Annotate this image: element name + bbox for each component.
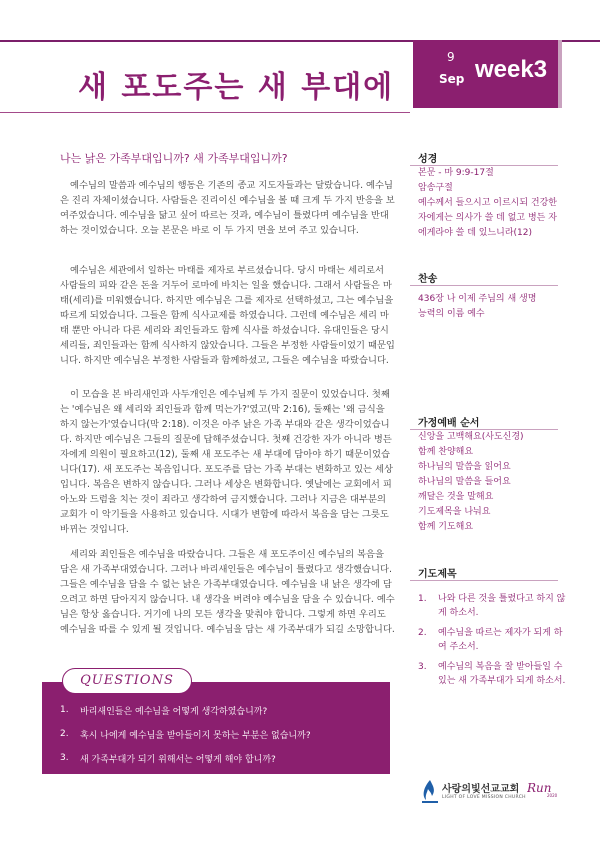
hymn-item: 436장 나 이제 주님의 새 생명 — [418, 294, 537, 304]
church-english-name: LIGHT OF LOVE MISSION CHURCH — [442, 795, 526, 800]
prayer-rule — [410, 580, 558, 581]
questions-list — [60, 698, 380, 770]
svg-text:2020: 2020 — [547, 793, 558, 798]
svg-text:Run: Run — [527, 781, 552, 795]
prayer-list — [418, 592, 566, 694]
question-item: 3. 새 가족부대가 되기 위해서는 어떻게 해야 합니까? — [60, 753, 276, 765]
run-logo-icon — [527, 780, 561, 798]
main-question: 나는 낡은 가족부대입니까? 새 가족부대입니까? — [60, 152, 288, 165]
prayer-item: 2. 예수님을 따르는 제자가 되게 하여 주소서. — [418, 628, 563, 652]
prayer-item: 3. 예수님의 복음을 잘 받아들일 수 있는 새 가족부대가 되게 하소서. — [418, 662, 566, 686]
scripture-section — [418, 166, 563, 241]
paragraph-4: 세리와 죄인들은 예수님을 따랐습니다. 그들은 새 포도주이신 예수님의 복음을 담은 새 가족부대였습니다. 그러나 바리새인들은 예수님이 틀렸다고 생각했습니다. 그들은 예수님을 담을 수 없는 낡은 가족부대였습니다. 예수님을 내 낡은 생각에 담으려고 하면 담아지지 않습니다. 내 생각을 버려야 예수님을 담을 수 있습니다. 예수님은 항상 옳습니다. 거기에 나의 모든 생각을 맞춰야 합니다. 그렇게 하면 우리도 예수님을 따를 수 있게 될 것입니다. 예수님을 담는 새 가족부대가 되길 소망합니다. — [60, 549, 395, 635]
questions-label: QUESTIONS — [62, 668, 192, 694]
worship-item: 신앙을 고백해요(사도신경) — [418, 432, 524, 442]
worship-list — [418, 430, 563, 535]
week-day: 9 — [447, 50, 455, 64]
paragraph-1: 예수님의 말씀과 예수님의 행동은 기존의 종교 지도자들과는 달랐습니다. 예수님은 진리 자체이셨습니다. 사람들은 진리이신 예수님을 볼 때 크게 두 가지 반응을 보여주었습니다. 예수님을 닮고 싶어 따르는 것과, 예수님이 틀렸다며 예수님을 반대하는 것이었습니다. 오늘 본문은 바로 이 두 가지 면을 보여 주고 있습니다. — [60, 180, 395, 236]
church-name: 사랑의빛선교교회 — [442, 784, 520, 795]
scripture-title: 성경 — [418, 154, 438, 165]
church-logo-block — [420, 778, 580, 808]
week-label: week3 — [475, 56, 548, 83]
prayer-title: 기도제목 — [418, 569, 457, 580]
memory-label: 암송구절 — [418, 183, 453, 193]
hymn-title: 찬송 — [418, 274, 438, 285]
hymn-list — [418, 292, 563, 322]
worship-item: 함께 찬양해요 — [418, 447, 474, 457]
page-title: 새 포도주는 새 부대에 — [78, 70, 395, 105]
memory-verse: 예수께서 들으시고 이르시되 건강한 자에게는 의사가 쓸 데 없고 병든 자에게라야 쓸 데 있느니라(12) — [418, 198, 557, 238]
paragraph-2: 예수님은 세관에서 일하는 마태를 제자로 부르셨습니다. 당시 마태는 세리로서 사람들의 피와 같은 돈을 거두어 로마에 바치는 일을 했습니다. 그래서 사람들은 마태(세리)를 미워했습니다. 하지만 예수님은 그를 제자로 선택하셨고, 그는 예수님을 따르게 되었습니다. 그들은 함께 식사교제를 하였습니다. 그런데 예수님은 세리 마태 뿐만 아니라 다른 세리와 죄인들과도 함께 식사를 하셨습니다. 유대인들은 당시 세리들, 죄인들과는 함께 식사하지 않았습니다. 그들은 부정한 사람들이었기 때문입니다. 하지만 예수님은 부정한 사람들과 함께하셨고, 그들은 예수님을 따랐습니다. — [60, 265, 395, 366]
title-underline — [0, 112, 410, 113]
week-month: Sep — [439, 72, 465, 86]
paragraph-3: 이 모습을 본 바리새인과 사두개인은 예수님께 두 가지 질문이 있었습니다. 첫째는 '예수님은 왜 세리와 죄인들과 함께 먹는가?'였고(막 2:16), 둘째는 '왜 금식을 하지 않는가'였습니다(막 2:18). 이것은 아주 낡은 가족 부대와 같은 생각이었습니다. 하지만 예수님은 그들의 질문에 답해주셨습니다. 첫째 건강한 자가 아니라 병든 자에게 의원이 필요하고(12), 둘째 새 포도주는 새 부대에 담아야 하기 때문이었습니다(17). 새 포도주는 복음입니다. 포도주를 담는 가족 부대는 변화하고 있는 세상입니다. 복음은 변하지 않습니다. 그러나 세상은 변화합니다. 옛날에는 교회에서 피아노와 드럼을 치는 것이 죄라고 생각하여 금지했습니다. 그러나 지금은 대부분의 교회가 이 악기들을 사용하고 있습니다. 시대가 변함에 따라서 복음을 담는 그릇도 바뀌는 것입니다. — [60, 389, 393, 535]
worship-item: 하나님의 말씀을 들어요 — [418, 477, 511, 487]
scripture-passage: 본문 - 마 9:9-17절 — [418, 168, 494, 178]
prayer-item: 1. 나와 다른 것을 틀렸다고 하지 않게 하소서. — [418, 594, 566, 618]
question-item: 2. 혹시 나에게 예수님을 받아들이지 못하는 부분은 없습니까? — [60, 729, 311, 741]
church-flame-icon — [420, 778, 440, 806]
week-tab-accent — [558, 40, 562, 108]
worship-item: 깨달은 것을 말해요 — [418, 492, 494, 502]
hymn-item: 능력의 이름 예수 — [418, 309, 485, 319]
question-item: 1. 바리새인들은 예수님을 어떻게 생각하였습니까? — [60, 705, 268, 717]
worship-title: 가정예배 순서 — [418, 418, 480, 429]
hymn-rule — [410, 285, 558, 286]
week-badge — [413, 40, 558, 108]
worship-item: 기도제목을 나눠요 — [418, 507, 491, 517]
worship-item: 함께 기도해요 — [418, 522, 474, 532]
worship-item: 하나님의 말씀을 읽어요 — [418, 462, 511, 472]
